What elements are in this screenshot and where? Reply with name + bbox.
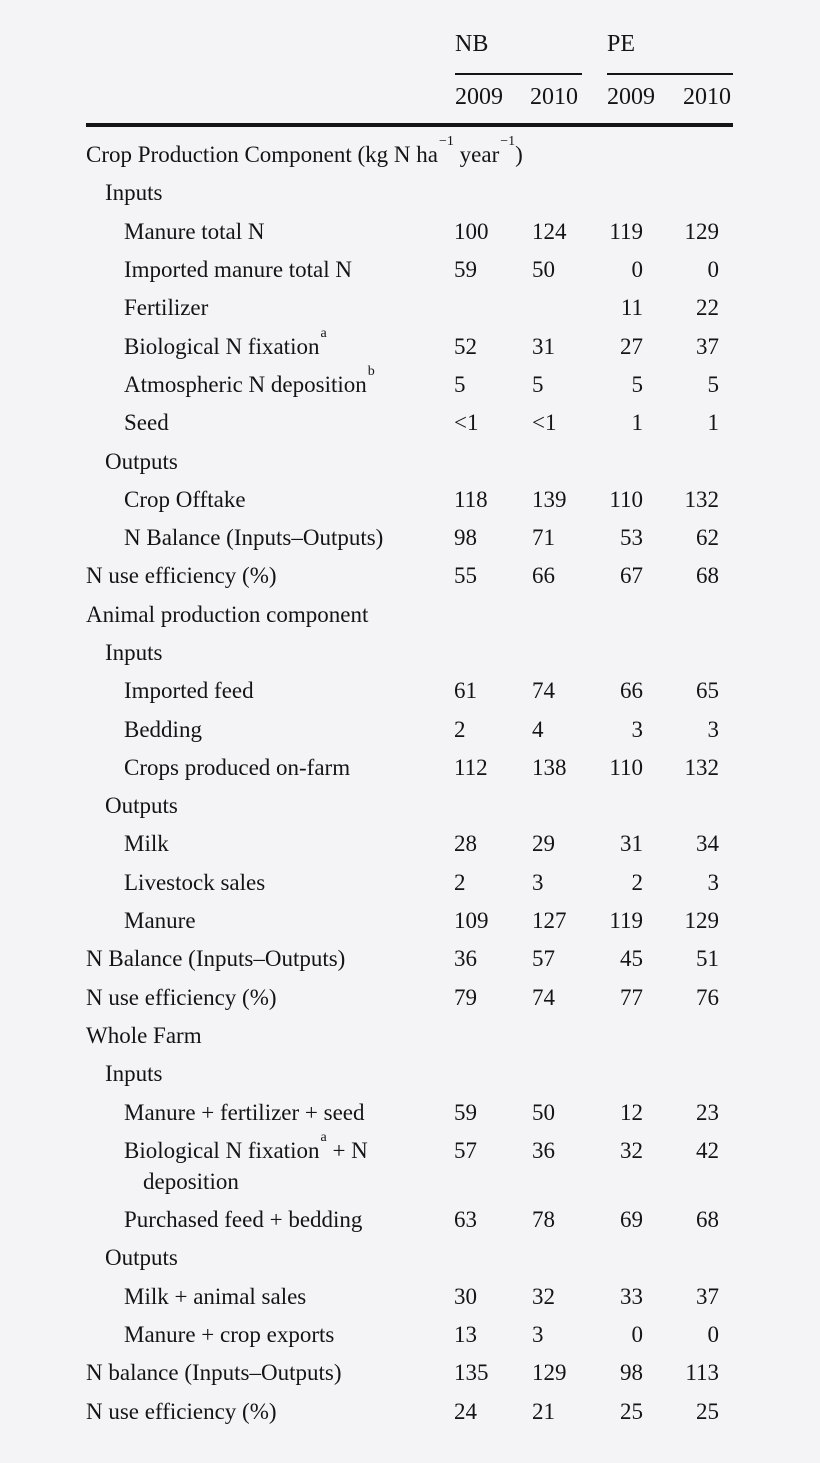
value-cell: 3 (707, 869, 719, 895)
row-label: N use efficiency (%) (86, 563, 277, 589)
year-header: 2010 (683, 84, 731, 110)
table-row (86, 634, 733, 672)
value-cell: 28 (454, 831, 477, 857)
header-rule (86, 123, 733, 127)
row-label: Whole Farm (86, 1022, 202, 1048)
value-cell: 30 (454, 1283, 477, 1309)
value-cell: 68 (696, 563, 719, 589)
table-row (86, 1354, 733, 1392)
row-label: Manure total N (124, 218, 265, 244)
table-row (86, 1201, 733, 1239)
table-row (86, 825, 733, 863)
value-cell: 27 (620, 333, 643, 359)
value-cell: 57 (532, 946, 555, 972)
value-cell: 135 (454, 1360, 489, 1386)
row-label: Outputs (105, 448, 178, 474)
table-row (86, 136, 733, 174)
value-cell: 59 (454, 1099, 477, 1125)
value-cell: <1 (454, 410, 479, 436)
row-label: Outputs (105, 1245, 178, 1271)
row-label: Livestock sales (124, 869, 266, 895)
table-row (86, 366, 733, 404)
value-cell: 124 (532, 218, 567, 244)
value-cell: 50 (532, 1099, 555, 1125)
value-cell: 53 (620, 525, 643, 551)
value-cell: 139 (532, 486, 567, 512)
value-cell: 5 (532, 371, 544, 397)
value-cell: 110 (609, 754, 643, 780)
table-row (86, 174, 733, 212)
table-row (86, 672, 733, 710)
value-cell: 11 (620, 295, 643, 321)
row-label: Crop Offtake (124, 486, 246, 512)
value-cell: 31 (532, 333, 555, 359)
value-cell: 13 (454, 1322, 477, 1348)
table-row (86, 596, 733, 634)
row-label: Bedding (124, 716, 202, 742)
value-cell: 132 (684, 754, 719, 780)
value-cell: 2 (454, 869, 466, 895)
table-row (86, 940, 733, 978)
value-cell: 62 (696, 525, 719, 551)
value-cell: 98 (454, 525, 477, 551)
value-cell: 23 (696, 1099, 719, 1125)
value-cell: 76 (696, 984, 719, 1010)
table-row (86, 1055, 733, 1093)
row-label: Manure + crop exports (124, 1322, 335, 1348)
row-label: Crop Production Component (kg N $ha^{-1}$ year$^{-1}$) (86, 134, 523, 168)
table-row (86, 213, 733, 251)
value-cell: 52 (454, 333, 477, 359)
row-label: Imported feed (124, 678, 254, 704)
value-cell: 4 (532, 716, 544, 742)
row-label: N use efficiency (%) (86, 984, 277, 1010)
value-cell: 0 (631, 1322, 643, 1348)
value-cell: 100 (454, 218, 489, 244)
table-row (86, 864, 733, 902)
table-row (86, 1017, 733, 1055)
value-cell: 1 (707, 410, 719, 436)
value-cell: 78 (532, 1207, 555, 1233)
table-row (86, 1239, 733, 1277)
row-label: N balance (Inputs–Outputs) (86, 1360, 342, 1386)
value-cell: 110 (609, 486, 643, 512)
row-label: Imported manure total N (124, 257, 353, 283)
value-cell: 138 (532, 754, 567, 780)
value-cell: 36 (532, 1137, 555, 1163)
table-row (86, 710, 733, 748)
row-label: N use efficiency (%) (86, 1398, 277, 1424)
value-cell: 98 (620, 1360, 643, 1386)
value-cell: 21 (532, 1398, 555, 1424)
value-cell: 31 (620, 831, 643, 857)
value-cell: 32 (532, 1283, 555, 1309)
row-label: N Balance (Inputs–Outputs) (124, 525, 384, 551)
row-label: Seed (124, 410, 169, 436)
value-cell: 37 (696, 333, 719, 359)
row-label: Biological N fixation$^a$ (124, 325, 327, 359)
value-cell: 59 (454, 257, 477, 283)
year-header: 2010 (530, 84, 578, 110)
value-cell: 5 (631, 371, 643, 397)
value-cell: 12 (620, 1099, 643, 1125)
row-label: Animal production component (86, 601, 369, 627)
row-label: Biological N fixation$^a$ + N deposition (124, 1130, 368, 1195)
column-group-pe (607, 30, 733, 75)
value-cell: 5 (454, 371, 466, 397)
table-header (86, 0, 733, 128)
value-cell: 67 (620, 563, 643, 589)
value-cell: 55 (454, 563, 477, 589)
value-cell: 118 (454, 486, 488, 512)
value-cell: 74 (532, 984, 555, 1010)
value-cell: 32 (620, 1137, 643, 1163)
value-cell: 129 (684, 218, 719, 244)
nutrient-balance-table (86, 0, 733, 1431)
value-cell: 132 (684, 486, 719, 512)
table-row (86, 251, 733, 289)
value-cell: 22 (696, 295, 719, 321)
row-label: Outputs (105, 793, 178, 819)
value-cell: 79 (454, 984, 477, 1010)
row-label: Purchased feed + bedding (124, 1207, 363, 1233)
value-cell: 51 (696, 946, 719, 972)
row-label: Fertilizer (124, 295, 209, 321)
value-cell: 129 (684, 908, 719, 934)
row-label: Inputs (105, 1061, 163, 1087)
value-cell: 74 (532, 678, 555, 704)
value-cell: 33 (620, 1283, 643, 1309)
value-cell: 65 (696, 678, 719, 704)
value-cell: 2 (454, 716, 466, 742)
value-cell: 0 (707, 1322, 719, 1348)
value-cell: 119 (609, 908, 643, 934)
value-cell: 0 (707, 257, 719, 283)
row-label: Atmospheric N deposition$^b$ (124, 364, 375, 397)
value-cell: 50 (532, 257, 555, 283)
value-cell: 34 (696, 831, 719, 857)
value-cell: <1 (532, 410, 557, 436)
value-cell: 29 (532, 831, 555, 857)
table-row (86, 289, 733, 327)
row-label: Crops produced on-farm (124, 754, 351, 780)
table-row (86, 557, 733, 595)
value-cell: 119 (609, 218, 643, 244)
value-cell: 129 (532, 1360, 567, 1386)
table-body (86, 128, 733, 1431)
column-group-nb (455, 30, 582, 75)
row-label: Milk + animal sales (124, 1283, 307, 1309)
row-label: Inputs (105, 640, 163, 665)
table-row (86, 902, 733, 940)
value-cell: 127 (532, 908, 567, 934)
row-label: Manure (124, 908, 196, 934)
table-row (86, 787, 733, 825)
row-label: Inputs (105, 180, 163, 206)
column-group-label: PE (607, 31, 636, 57)
table-row (86, 1393, 733, 1431)
value-cell: 69 (620, 1207, 643, 1233)
value-cell: 0 (631, 257, 643, 283)
year-header: 2009 (607, 84, 655, 110)
year-header: 2009 (455, 84, 503, 110)
value-cell: 2 (631, 869, 643, 895)
row-label: Milk (124, 831, 169, 857)
value-cell: 25 (620, 1398, 643, 1424)
value-cell: 71 (532, 525, 555, 551)
table-row (86, 1132, 733, 1201)
table-row (86, 1093, 733, 1131)
value-cell: 36 (454, 946, 477, 972)
value-cell: 77 (620, 984, 643, 1010)
value-cell: 63 (454, 1207, 477, 1233)
value-cell: 3 (532, 869, 544, 895)
value-cell: 68 (696, 1207, 719, 1233)
value-cell: 25 (696, 1398, 719, 1424)
value-cell: 113 (685, 1360, 719, 1386)
value-cell: 66 (620, 678, 643, 704)
value-cell: 57 (454, 1137, 477, 1163)
value-cell: 5 (707, 371, 719, 397)
table-row (86, 1278, 733, 1316)
table-row (86, 979, 733, 1017)
value-cell: 109 (454, 908, 489, 934)
table-row (86, 442, 733, 480)
column-group-label: NB (455, 31, 489, 57)
value-cell: 24 (454, 1398, 477, 1424)
table-row (86, 749, 733, 787)
row-label: N Balance (Inputs–Outputs) (86, 946, 346, 972)
value-cell: 45 (620, 946, 643, 972)
value-cell: 112 (454, 754, 488, 780)
table-row (86, 519, 733, 557)
value-cell: 3 (631, 716, 643, 742)
table-row (86, 481, 733, 519)
value-cell: 1 (631, 410, 643, 436)
value-cell: 37 (696, 1283, 719, 1309)
value-cell: 61 (454, 678, 477, 704)
value-cell: 66 (532, 563, 555, 589)
table-row (86, 404, 733, 442)
row-label: Manure + fertilizer + seed (124, 1099, 365, 1125)
value-cell: 42 (696, 1137, 719, 1163)
value-cell: 3 (707, 716, 719, 742)
table-row (86, 1316, 733, 1354)
table-row (86, 327, 733, 365)
value-cell: 3 (532, 1322, 544, 1348)
